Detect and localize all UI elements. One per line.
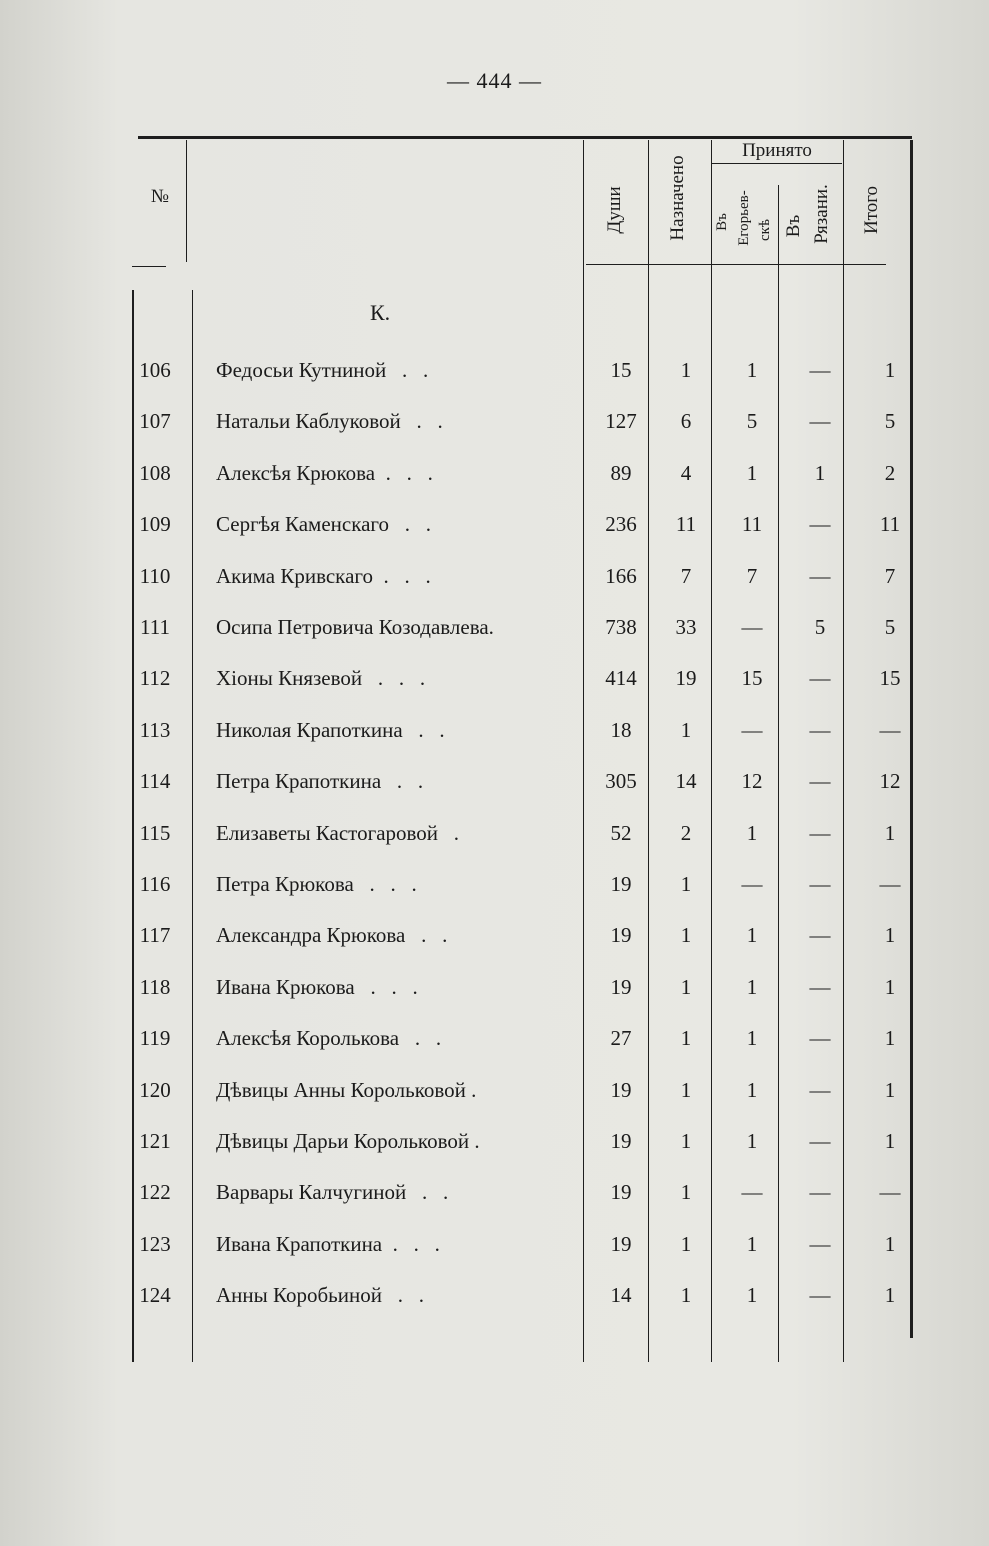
row-v-ryazani: — bbox=[809, 820, 831, 845]
row-name: Алексѣя Крюкова . . . bbox=[216, 460, 433, 485]
row-v-ryazani: — bbox=[809, 409, 831, 434]
table-row bbox=[0, 1224, 989, 1264]
row-dushi: 305 bbox=[605, 769, 637, 794]
row-itogo: 1 bbox=[884, 1283, 896, 1308]
row-name: Федосьи Кутниной . . bbox=[216, 358, 429, 382]
table-row bbox=[0, 401, 989, 441]
row-dushi: 738 bbox=[605, 615, 637, 639]
row-name: Натальи Каблуковой . . bbox=[216, 409, 443, 434]
prinyato-underline bbox=[712, 163, 842, 164]
row-naznacheno: 1 bbox=[680, 872, 692, 896]
row-v-egoryevske: 1 bbox=[746, 974, 758, 999]
header-num-underline bbox=[132, 266, 166, 267]
table-row bbox=[0, 556, 989, 596]
row-v-ryazani: 5 bbox=[814, 615, 826, 639]
row-v-egoryevske: — bbox=[741, 872, 763, 896]
header-v-egoryevske-2: Егорьев- bbox=[736, 190, 752, 246]
row-itogo: 1 bbox=[884, 1026, 896, 1051]
row-number: 120 bbox=[139, 1077, 171, 1102]
row-number: 123 bbox=[139, 1231, 171, 1256]
header-num: № bbox=[150, 186, 170, 207]
row-v-ryazani: — bbox=[809, 1180, 831, 1205]
row-v-egoryevske: 1 bbox=[746, 923, 758, 948]
row-v-ryazani: 1 bbox=[814, 460, 826, 485]
row-v-egoryevske: 1 bbox=[746, 820, 758, 845]
table-row bbox=[0, 504, 989, 544]
row-v-ryazani: — bbox=[809, 717, 831, 742]
row-dushi: 18 bbox=[610, 717, 632, 742]
row-naznacheno: 2 bbox=[680, 820, 692, 845]
row-naznacheno: 33 bbox=[675, 615, 697, 639]
row-number: 113 bbox=[139, 717, 171, 742]
table-row bbox=[0, 1070, 989, 1110]
row-v-ryazani: — bbox=[809, 974, 831, 999]
row-naznacheno: 1 bbox=[680, 974, 692, 999]
row-dushi: 127 bbox=[605, 409, 637, 434]
row-itogo: 1 bbox=[884, 358, 896, 382]
row-v-egoryevske: 1 bbox=[746, 1026, 758, 1051]
row-v-egoryevske: — bbox=[741, 1180, 763, 1205]
header-v-egoryevske-1: Въ bbox=[714, 213, 730, 231]
row-itogo: 1 bbox=[884, 1077, 896, 1102]
row-naznacheno: 1 bbox=[680, 1231, 692, 1256]
row-itogo: 12 bbox=[879, 769, 901, 794]
table-row bbox=[0, 915, 989, 955]
header-bottom-rule bbox=[586, 264, 886, 265]
row-v-ryazani: — bbox=[809, 1077, 831, 1102]
row-itogo: 15 bbox=[879, 666, 901, 691]
row-naznacheno: 1 bbox=[680, 358, 692, 382]
row-v-egoryevske: 7 bbox=[746, 563, 758, 588]
row-dushi: 19 bbox=[610, 872, 632, 896]
row-name: Сергѣя Каменскаго . . bbox=[216, 512, 432, 537]
row-name: Александра Крюкова . . bbox=[216, 923, 448, 948]
row-number: 119 bbox=[139, 1026, 171, 1051]
row-name: Алексѣя Королькова . . bbox=[216, 1026, 442, 1051]
row-v-egoryevske: — bbox=[741, 717, 763, 742]
row-name: Анны Коробьиной . . bbox=[216, 1283, 424, 1308]
row-itogo: — bbox=[879, 1180, 901, 1205]
row-v-egoryevske: 1 bbox=[746, 358, 758, 382]
row-number: 107 bbox=[139, 409, 171, 434]
row-name: Ивана Крюкова . . . bbox=[216, 974, 418, 999]
row-itogo: 1 bbox=[884, 820, 896, 845]
row-name: Дѣвицы Дарьи Корольковой . bbox=[216, 1129, 480, 1153]
row-v-egoryevske: 1 bbox=[746, 1077, 758, 1102]
row-dushi: 236 bbox=[605, 512, 637, 537]
row-v-ryazani: — bbox=[809, 358, 831, 382]
row-v-ryazani: — bbox=[809, 1026, 831, 1051]
header-prinyato: Принято bbox=[742, 140, 812, 161]
row-itogo: 7 bbox=[884, 563, 896, 588]
col-rule-num bbox=[186, 140, 187, 262]
row-name: Акима Кривскаго . . . bbox=[216, 563, 431, 588]
row-name: Хіоны Князевой . . . bbox=[216, 666, 426, 691]
row-number: 114 bbox=[139, 769, 171, 794]
row-v-egoryevske: 1 bbox=[746, 1231, 758, 1256]
row-dushi: 14 bbox=[610, 1283, 632, 1308]
row-number: 111 bbox=[140, 615, 170, 639]
row-naznacheno: 1 bbox=[680, 923, 692, 948]
row-dushi: 27 bbox=[610, 1026, 632, 1051]
row-number: 117 bbox=[139, 923, 171, 948]
table-row bbox=[0, 1121, 989, 1161]
row-number: 118 bbox=[139, 974, 171, 999]
row-v-egoryevske: 15 bbox=[741, 666, 763, 691]
row-name: Дѣвицы Анны Корольковой . bbox=[216, 1077, 477, 1102]
row-itogo: 1 bbox=[884, 974, 896, 999]
header-v-ryazani-1: Въ bbox=[783, 214, 804, 238]
row-name: Елизаветы Кастогаровой . bbox=[216, 820, 460, 845]
row-dushi: 19 bbox=[610, 923, 632, 948]
row-naznacheno: 1 bbox=[680, 1283, 692, 1308]
row-number: 116 bbox=[139, 872, 171, 896]
row-number: 106 bbox=[139, 358, 171, 382]
table-row bbox=[0, 1275, 989, 1315]
row-v-ryazani: — bbox=[809, 666, 831, 691]
row-v-ryazani: — bbox=[809, 1231, 831, 1256]
row-v-ryazani: — bbox=[809, 1283, 831, 1308]
row-itogo: 1 bbox=[884, 1129, 896, 1153]
row-v-egoryevske: 1 bbox=[746, 1129, 758, 1153]
row-v-ryazani: — bbox=[809, 563, 831, 588]
header-v-ryazani-2: Рязани. bbox=[811, 184, 832, 244]
table-row bbox=[0, 1018, 989, 1058]
row-naznacheno: 6 bbox=[680, 409, 692, 434]
row-naznacheno: 1 bbox=[680, 717, 692, 742]
row-v-ryazani: — bbox=[809, 769, 831, 794]
row-number: 122 bbox=[139, 1180, 171, 1205]
row-itogo: 2 bbox=[884, 460, 896, 485]
row-itogo: — bbox=[879, 717, 901, 742]
row-number: 121 bbox=[139, 1129, 171, 1153]
table-row bbox=[0, 864, 989, 904]
row-v-ryazani: — bbox=[809, 923, 831, 948]
row-dushi: 166 bbox=[605, 563, 637, 588]
row-number: 108 bbox=[139, 460, 171, 485]
row-v-egoryevske: 11 bbox=[741, 512, 763, 537]
row-naznacheno: 14 bbox=[675, 769, 697, 794]
row-number: 124 bbox=[139, 1283, 171, 1308]
row-v-ryazani: — bbox=[809, 1129, 831, 1153]
row-itogo: 1 bbox=[884, 923, 896, 948]
header-itogo: Итого bbox=[861, 185, 882, 235]
row-number: 109 bbox=[139, 512, 171, 537]
row-naznacheno: 1 bbox=[680, 1180, 692, 1205]
row-naznacheno: 1 bbox=[680, 1026, 692, 1051]
table-row bbox=[0, 658, 989, 698]
row-dushi: 52 bbox=[610, 820, 632, 845]
row-number: 115 bbox=[139, 820, 171, 845]
row-v-egoryevske: 1 bbox=[746, 460, 758, 485]
row-number: 112 bbox=[139, 666, 171, 691]
row-itogo: 5 bbox=[884, 409, 896, 434]
row-name: Петра Крюкова . . . bbox=[216, 872, 417, 896]
row-v-egoryevske: 5 bbox=[746, 409, 758, 434]
row-v-egoryevske: 12 bbox=[741, 769, 763, 794]
row-itogo: 1 bbox=[884, 1231, 896, 1256]
row-name: Осипа Петровича Козодавлева. bbox=[216, 615, 494, 639]
table-row bbox=[0, 1172, 989, 1212]
row-dushi: 19 bbox=[610, 974, 632, 999]
row-dushi: 89 bbox=[610, 460, 632, 485]
row-naznacheno: 19 bbox=[675, 666, 697, 691]
row-v-egoryevske: — bbox=[741, 615, 763, 639]
table-row bbox=[0, 710, 989, 750]
row-naznacheno: 4 bbox=[680, 460, 692, 485]
table-row bbox=[0, 967, 989, 1007]
table-top-rule bbox=[138, 136, 912, 139]
row-itogo: — bbox=[879, 872, 901, 896]
row-number: 110 bbox=[139, 563, 171, 588]
page-number: — 444 — bbox=[447, 68, 542, 93]
row-name: Ивана Крапоткина . . . bbox=[216, 1231, 440, 1256]
row-itogo: 11 bbox=[879, 512, 901, 537]
row-v-ryazani: — bbox=[809, 872, 831, 896]
table-row bbox=[0, 813, 989, 853]
row-dushi: 19 bbox=[610, 1231, 632, 1256]
row-dushi: 15 bbox=[610, 358, 632, 382]
section-letter: К. bbox=[370, 300, 391, 325]
table-row bbox=[0, 453, 989, 493]
row-dushi: 19 bbox=[610, 1077, 632, 1102]
row-dushi: 19 bbox=[610, 1129, 632, 1153]
row-naznacheno: 1 bbox=[680, 1129, 692, 1153]
table-row bbox=[0, 607, 989, 647]
table-row bbox=[0, 761, 989, 801]
row-dushi: 19 bbox=[610, 1180, 632, 1205]
row-dushi: 414 bbox=[605, 666, 637, 691]
row-itogo: 5 bbox=[884, 615, 896, 639]
row-naznacheno: 11 bbox=[675, 512, 697, 537]
header-v-egoryevske-3: скѣ bbox=[757, 218, 773, 242]
row-name: Варвары Калчугиной . . bbox=[216, 1180, 449, 1205]
row-naznacheno: 1 bbox=[680, 1077, 692, 1102]
row-v-egoryevske: 1 bbox=[746, 1283, 758, 1308]
row-naznacheno: 7 bbox=[680, 563, 692, 588]
table-row bbox=[0, 350, 989, 390]
row-name: Николая Крапоткина . . bbox=[216, 717, 445, 742]
row-name: Петра Крапоткина . . bbox=[216, 769, 424, 794]
header-naznacheno: Назначено bbox=[667, 155, 688, 241]
header-dushi: Души bbox=[604, 186, 625, 234]
row-v-ryazani: — bbox=[809, 512, 831, 537]
